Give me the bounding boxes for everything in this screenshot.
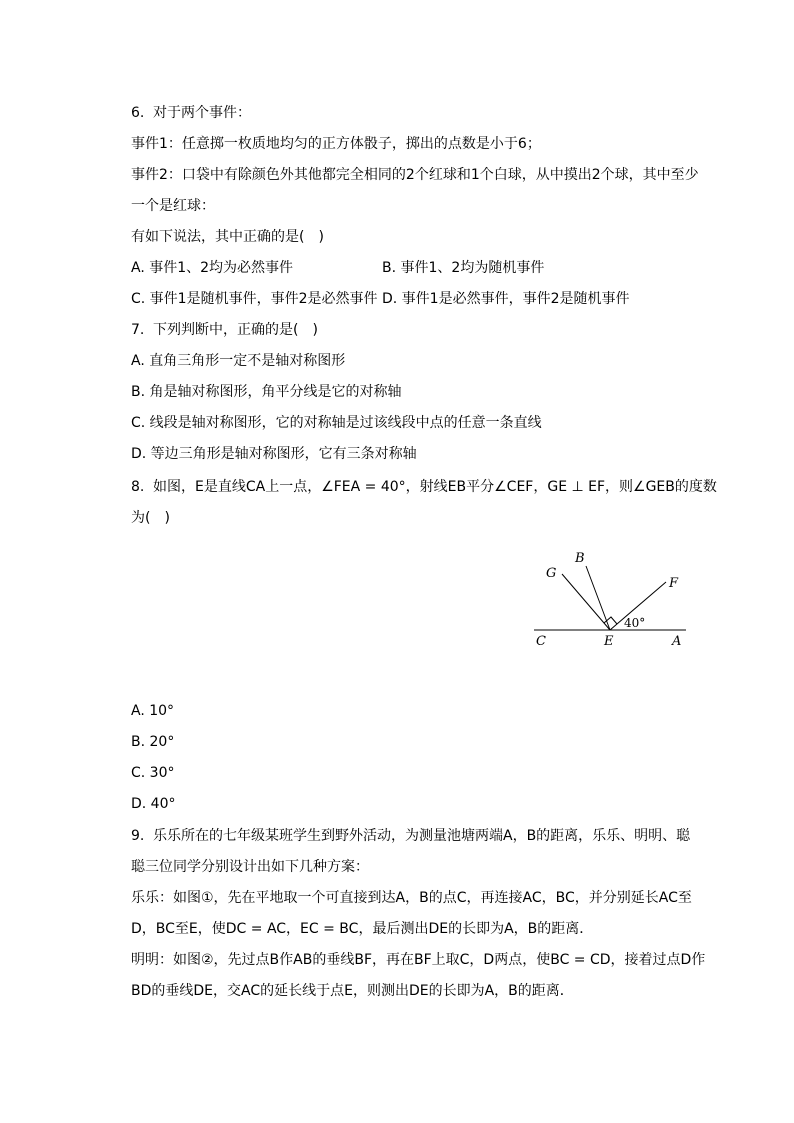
q7-option-a[interactable]: A. 直角三角形一定不是轴对称图形 — [131, 353, 346, 369]
q6-option-a[interactable]: A. 事件1、2均为必然事件 — [131, 260, 294, 276]
q6-option-c[interactable]: C. 事件1是随机事件，事件2是必然事件 — [131, 291, 378, 307]
q8-stem-text: 如图，E是直线CA上一点，∠FEA = 40°，射线EB平分∠CEF，GE ⊥ EF，则∠GEB的度数 — [153, 479, 717, 495]
q6-event2-line2: 一个是红球： — [131, 198, 215, 214]
q6-number: 6. — [131, 105, 145, 121]
q8-stem-line2: 为( ) — [131, 510, 170, 526]
q8-stem-line1 — [131, 477, 717, 497]
q7-stem-text: 下列判断中，正确的是( ) — [153, 322, 318, 338]
q9-line4: D，BC至E，使DC = AC，EC = BC，最后测出DE的长即为A，B的距离． — [131, 921, 594, 937]
q9-number: 9. — [131, 828, 145, 844]
q7-stem — [131, 320, 318, 340]
q9-line1 — [131, 826, 690, 846]
q6-stem-text: 对于两个事件： — [153, 105, 251, 121]
q6-option-b[interactable]: B. 事件1、2均为随机事件 — [382, 260, 545, 276]
label-c: C — [536, 634, 546, 649]
q9-line2: 聪三位同学分别设计出如下几种方案： — [131, 859, 369, 875]
ray-eg — [562, 574, 610, 630]
q8-option-a[interactable]: A. 10° — [131, 703, 175, 719]
label-a: A — [672, 634, 682, 649]
q8-option-d[interactable]: D. 40° — [131, 796, 176, 812]
label-f: F — [669, 576, 679, 591]
q9-line5: 明明：如图②，先过点B作AB的垂线BF，再在BF上取C，D两点，使BC = CD，接着过点D作 — [131, 952, 706, 968]
q6-stem — [131, 103, 251, 123]
q6-event2-line1: 事件2：口袋中有除颜色外其他都完全相同的2个红球和1个白球，从中摸出2个球，其中至少 — [131, 167, 699, 183]
label-g: G — [546, 566, 557, 581]
q9-line3: 乐乐：如图①，先在平地取一个可直接到达A，B的点C，再连接AC，BC，并分别延长AC至 — [131, 890, 692, 906]
label-b: B — [575, 551, 585, 566]
q7-option-d[interactable]: D. 等边三角形是轴对称图形，它有三条对称轴 — [131, 446, 417, 462]
q6-event1: 事件1：任意掷一枚质地均匀的正方体骰子，掷出的点数是小于6； — [131, 136, 541, 152]
label-e: E — [604, 634, 614, 649]
q7-option-b[interactable]: B. 角是轴对称图形，角平分线是它的对称轴 — [131, 384, 402, 400]
q8-number: 8. — [131, 479, 145, 495]
q8-geometry-figure — [530, 546, 690, 650]
q9-line1-text: 乐乐所在的七年级某班学生到野外活动，为测量池塘两端A，B的距离，乐乐、明明、聪 — [153, 828, 691, 844]
label-angle-40: 40° — [624, 616, 646, 630]
q7-option-c[interactable]: C. 线段是轴对称图形，它的对称轴是过该线段中点的任意一条直线 — [131, 415, 542, 431]
q9-line6: BD的垂线DE，交AC的延长线于点E，则测出DE的长即为A，B的距离． — [131, 983, 574, 999]
q7-number: 7. — [131, 322, 145, 338]
q6-option-d[interactable]: D. 事件1是必然事件，事件2是随机事件 — [382, 291, 630, 307]
q6-prompt: 有如下说法，其中正确的是( ) — [131, 229, 324, 245]
q8-option-c[interactable]: C. 30° — [131, 765, 175, 781]
q8-option-b[interactable]: B. 20° — [131, 734, 175, 750]
